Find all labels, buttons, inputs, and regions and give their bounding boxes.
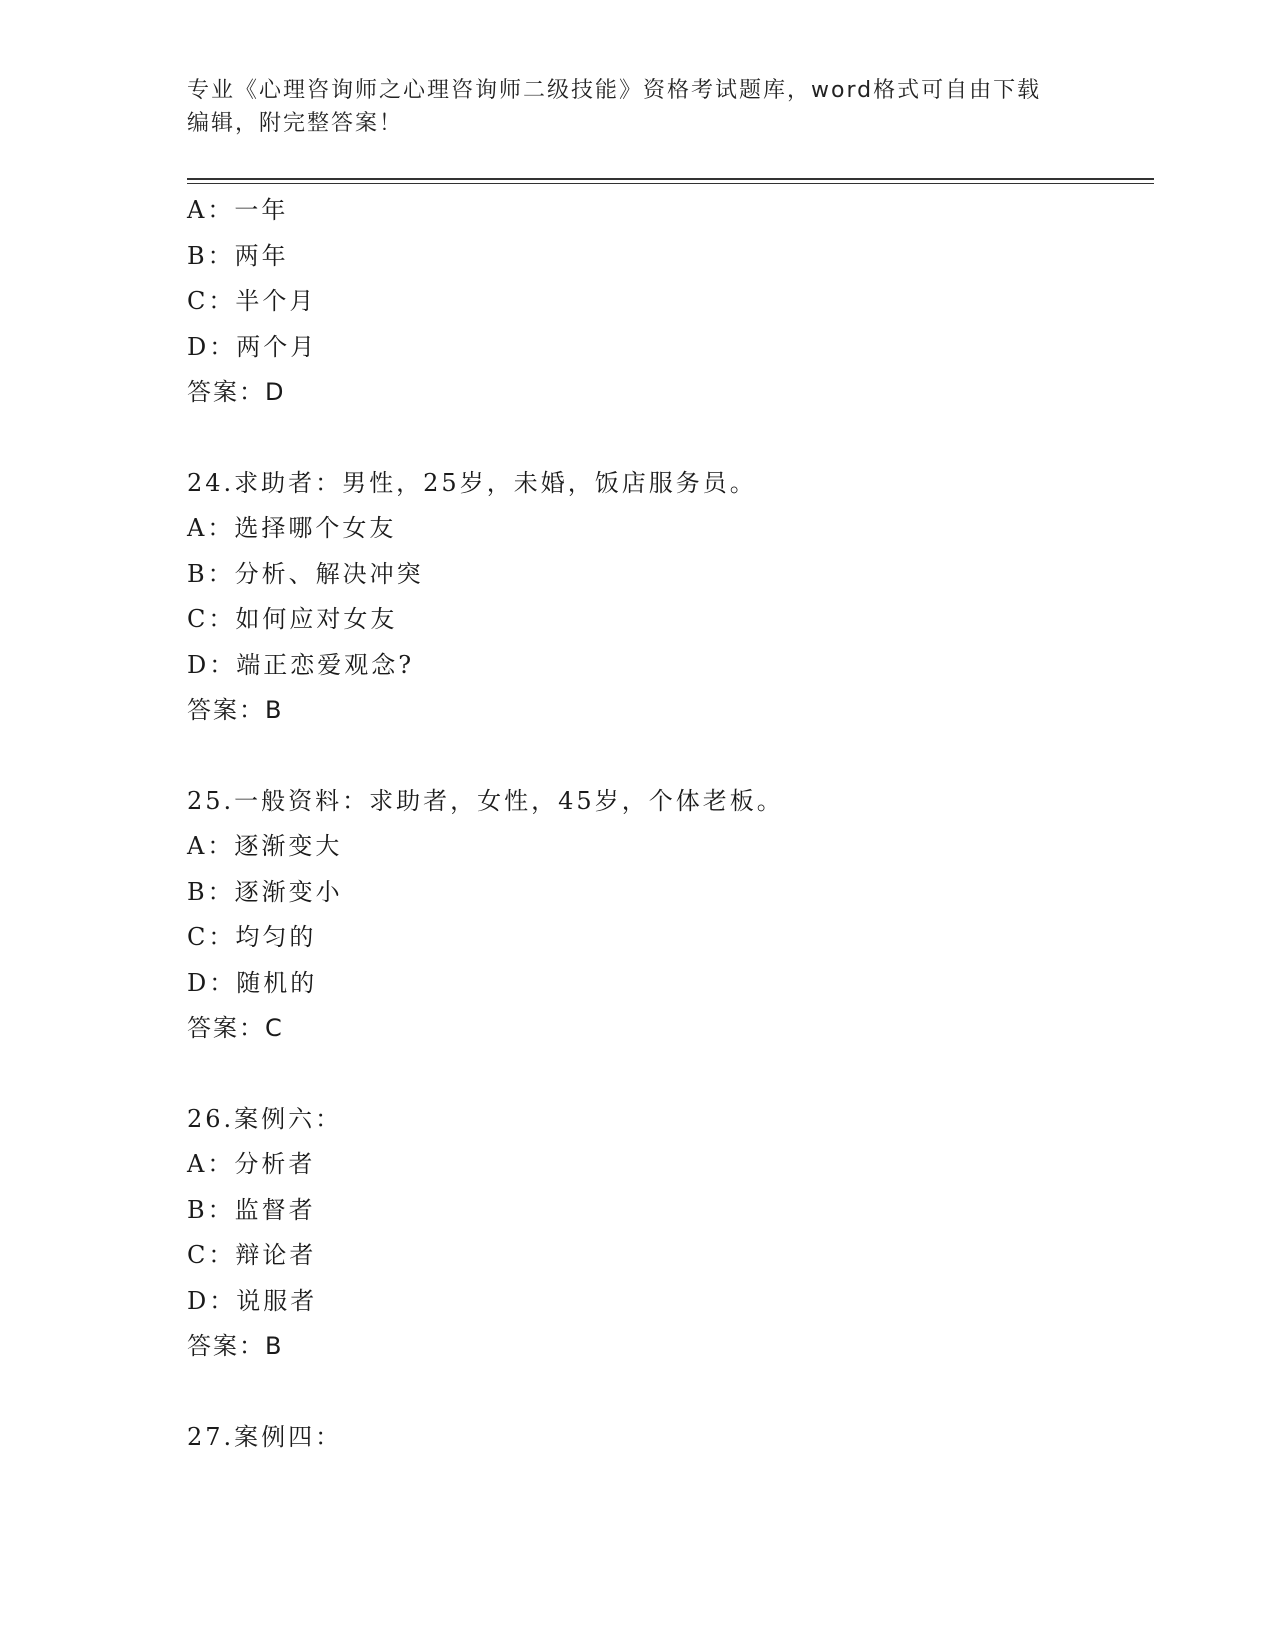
- option-b: B：两年: [187, 241, 289, 270]
- question-stem: 27.案例四：: [187, 1422, 343, 1451]
- question-23: [187, 188, 1147, 416]
- option-d: D：随机的: [187, 968, 318, 997]
- option-c: C：如何应对女友: [187, 605, 398, 633]
- option-c: C：辩论者: [187, 1241, 317, 1269]
- option-d: D：端正恋爱观念?: [187, 650, 415, 679]
- question-27: [187, 1415, 1147, 1461]
- header-line-1: 专业《心理咨询师之心理咨询师二级技能》资格考试题库，word格式可自由下载: [187, 78, 1042, 103]
- answer: 答案：B: [187, 1332, 284, 1360]
- option-a: A：一年: [187, 196, 289, 224]
- header-line-2: 编辑，附完整答案！: [187, 111, 404, 136]
- question-24: [187, 461, 1147, 734]
- option-b: B：监督者: [187, 1195, 316, 1224]
- answer: 答案：D: [187, 378, 286, 406]
- question-25: [187, 779, 1147, 1052]
- option-d: D：两个月: [187, 332, 318, 361]
- question-stem: 25.一般资料：求助者，女性，45岁，个体老板。: [187, 786, 784, 815]
- option-c: C：半个月: [187, 287, 317, 315]
- option-b: B：逐渐变小: [187, 877, 343, 906]
- answer: 答案：C: [187, 1014, 284, 1042]
- option-b: B：分析、解决冲突: [187, 559, 424, 588]
- option-a: A：选择哪个女友: [187, 514, 397, 542]
- header-rule-thick: [187, 178, 1154, 180]
- answer: 答案：B: [187, 696, 284, 724]
- option-a: A：分析者: [187, 1150, 316, 1178]
- question-list: [187, 188, 1147, 1460]
- header-rule-thin: [187, 183, 1154, 184]
- document-header: [187, 74, 1087, 140]
- option-a: A：逐渐变大: [187, 832, 343, 860]
- question-stem: 26.案例六：: [187, 1104, 343, 1133]
- question-stem: 24.求助者：男性，25岁，未婚，饭店服务员。: [187, 468, 757, 497]
- question-26: [187, 1097, 1147, 1370]
- option-d: D：说服者: [187, 1286, 318, 1315]
- option-c: C：均匀的: [187, 923, 317, 951]
